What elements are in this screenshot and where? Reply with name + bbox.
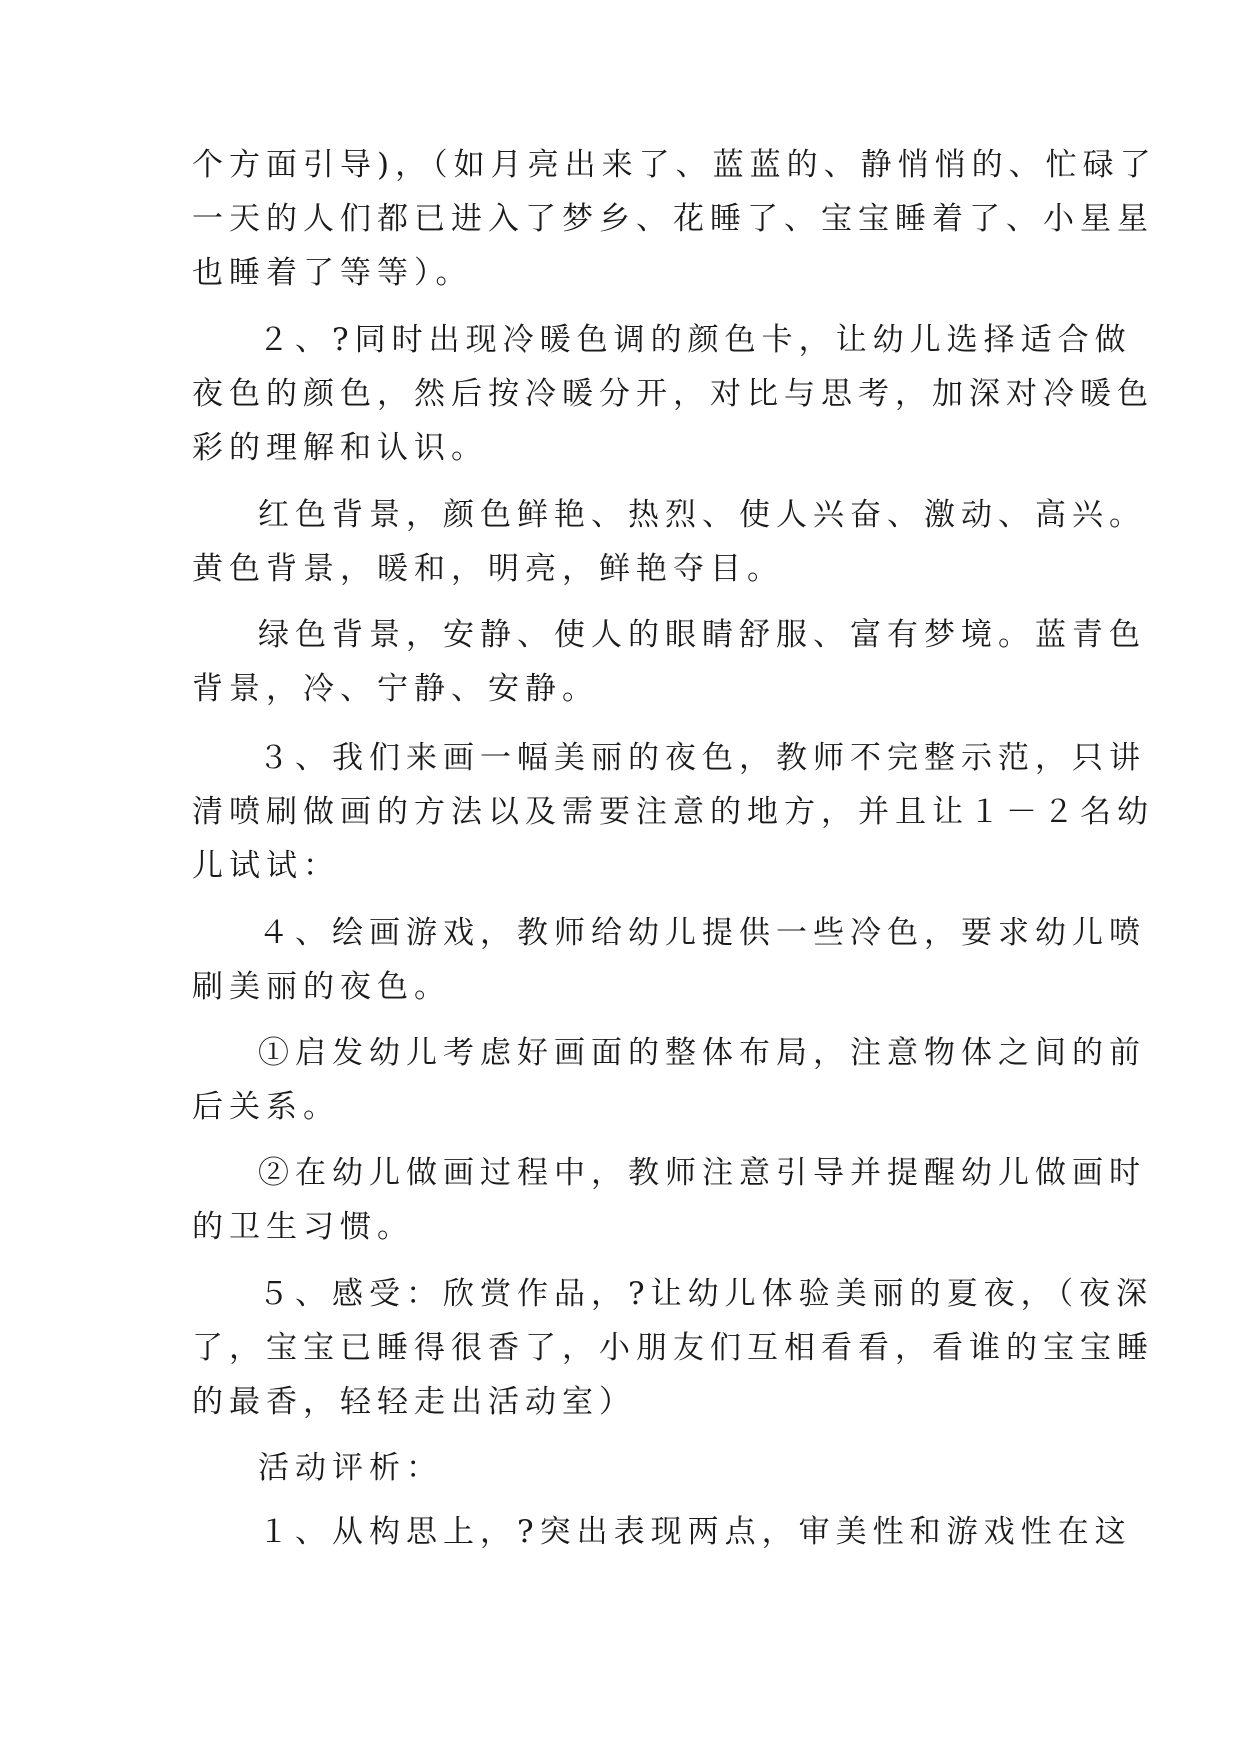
text-line: ４、绘画游戏，教师给幼儿提供一些冷色，要求幼儿喷	[258, 915, 1146, 951]
text-line: 个方面引导)，（如月亮出来了、蓝蓝的、静悄悄的、忙碌了	[192, 147, 1157, 183]
text-line: 后关系。	[192, 1089, 340, 1125]
text-line: 一天的人们都已进入了梦乡、花睡了、宝宝睡着了、小星星	[192, 201, 1154, 237]
text-line: ②在幼儿做画过程中，教师注意引导并提醒幼儿做画时	[258, 1155, 1146, 1191]
text-line: 也睡着了等等）。	[192, 255, 473, 291]
text-line: ①启发幼儿考虑好画面的整体布局，注意物体之间的前	[258, 1035, 1146, 1071]
text-line: ２、?同时出现冷暖色调的颜色卡，让幼儿选择适合做	[258, 322, 1132, 358]
text-line: 活动评析：	[258, 1450, 443, 1486]
text-line: ３、我们来画一幅美丽的夜色，教师不完整示范，只讲	[258, 740, 1146, 776]
text-line: 背景，冷、宁静、安静。	[192, 671, 599, 707]
text-line: 夜色的颜色，然后按冷暖分开，对比与思考，加深对冷暖色	[192, 376, 1154, 412]
text-line: 了，宝宝已睡得很香了，小朋友们互相看看，看谁的宝宝睡	[192, 1330, 1154, 1366]
text-line: 清喷刷做画的方法以及需要注意的地方，并且让１－２名幼	[192, 794, 1154, 830]
text-line: １、从构思上，?突出表现两点，审美性和游戏性在这	[258, 1514, 1132, 1550]
text-line: 儿试试：	[192, 848, 340, 884]
text-line: 绿色背景，安静、使人的眼睛舒服、富有梦境。蓝青色	[258, 617, 1146, 653]
text-line: 的最香，轻轻走出活动室）	[192, 1384, 636, 1420]
text-line: 刷美丽的夜色。	[192, 969, 451, 1005]
text-line: 的卫生习惯。	[192, 1209, 414, 1245]
text-line: 彩的理解和认识。	[192, 430, 488, 466]
text-line: 红色背景，颜色鲜艳、热烈、使人兴奋、激动、高兴。	[258, 497, 1146, 533]
text-line: 黄色背景，暖和，明亮，鲜艳夺目。	[192, 551, 784, 587]
text-line: ５、感受：欣赏作品，?让幼儿体验美丽的夏夜，（夜深	[258, 1276, 1154, 1312]
